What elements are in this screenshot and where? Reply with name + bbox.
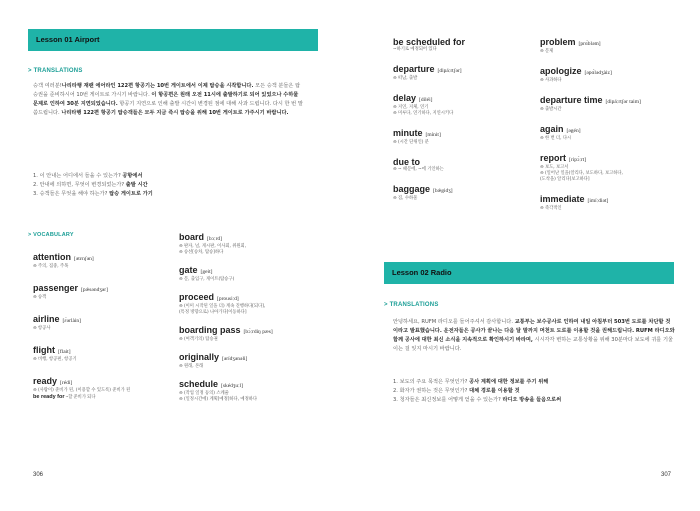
- vocab-pronunciation: [əgén]: [566, 128, 581, 134]
- vocab-entry: [540, 194, 690, 212]
- question-text: 3. 승객들은 무엇을 해야 하는가?: [33, 191, 110, 197]
- answer-text: 탑승 게이트로 가기: [109, 191, 153, 197]
- answer-text: 대체 경로를 이용할 것: [469, 388, 520, 394]
- vocab-pronunciation: [bɔːrd]: [207, 236, 222, 242]
- vocab-definition: ⊜ 출발시간: [540, 107, 562, 112]
- vocab-pronunciation: [prɑ́bləm]: [578, 41, 601, 47]
- vocab-entry: [393, 37, 533, 53]
- vocab-word: [179, 232, 324, 244]
- vocab-entry: [33, 376, 173, 400]
- vocab-word: [179, 292, 324, 304]
- vocab-word: [33, 376, 173, 388]
- vocab-term: passenger: [33, 283, 79, 293]
- vocab-definition: ⊜ 항공사: [33, 326, 51, 331]
- vocab-pronunciation: [ətɛnʃən]: [74, 256, 94, 262]
- vocab-column-left-1: [33, 252, 173, 413]
- vocab-word: [540, 153, 690, 165]
- question-item: [33, 190, 305, 199]
- vocab-pronunciation: [dipáːrtʃər taim]: [605, 99, 641, 105]
- answer-text: 공사 계획에 대한 정보를 주기 위해: [469, 379, 549, 385]
- vocab-word: [33, 345, 173, 357]
- vocab-term: attention: [33, 252, 71, 262]
- vocab-word: [179, 325, 324, 337]
- vocab-term: departure time: [540, 95, 603, 105]
- translation-paragraph-left: [33, 82, 305, 118]
- vocab-entry: [179, 379, 324, 403]
- translations-heading-right: > TRANSLATIONS: [384, 302, 439, 308]
- vocab-term: baggage: [393, 184, 431, 194]
- vocab-definition: (특정 방향으로) 나아가다[이동하다]: [179, 310, 247, 315]
- vocab-word: [393, 184, 533, 196]
- vocab-definition: ⊜ 짐, 수하물: [393, 196, 418, 201]
- vocab-word: [393, 157, 533, 167]
- paragraph-segment: 이 항공편은 원래 오전 11시에 출발하기로 되어 있었으나 수하물 문제로 인하여 30분 지연되었습니다.: [33, 92, 299, 107]
- vocab-word: [179, 265, 324, 277]
- vocab-definition: ⊜ 미루다, 연기하다, 지연시키다: [393, 111, 454, 116]
- vocab-word: [393, 93, 533, 105]
- paragraph-segment: 교통부는 보수공사로 인하여 내일 아침부터 503번 도로를 차단할 것이라고 발표했습니다. 운전자들은 공사가 끝나는 다음 달 말까지 머천트 도로를 이용할 것을 권해드립니다. RUFM 라디오와 함께 공사에 대한 최신 소식을 지속적으로 확인하시기 바라며,: [393, 319, 675, 343]
- vocab-pronunciation: [pǽsəndʒər]: [81, 287, 108, 293]
- vocab-definition: ⊜ 보도, 보고서: [540, 165, 569, 170]
- vocab-entry: [179, 352, 324, 370]
- vocab-word: [540, 124, 690, 136]
- vocab-pronunciation: [mínit]: [425, 132, 441, 138]
- vocab-entry: [179, 232, 324, 256]
- question-text: 2. 안내에 의하면, 무엇이 변경되었는가?: [33, 182, 126, 188]
- paragraph-segment: 시시각각 변하는 교통상황을 위해 30분마다 보도에 귀를 기울이는 걸 잊지 마시기 바랍니다.: [393, 337, 673, 352]
- vocab-term: minute: [393, 128, 423, 138]
- vocab-entry: [393, 128, 533, 146]
- vocab-pronunciation: [bǽgidʒ]: [433, 188, 453, 194]
- answer-text: 출발 시간: [125, 182, 148, 188]
- vocab-pronunciation: [bɔ́ːrdiŋ pæs]: [243, 329, 273, 335]
- vocab-term: again: [540, 124, 564, 134]
- vocab-entry: [393, 157, 533, 173]
- vocab-definition: ⊜ 비행, 항공편, 항공기: [33, 357, 77, 362]
- vocab-word: [393, 37, 533, 47]
- vocab-phrase-definition: ~할 준비가 되다: [64, 394, 96, 399]
- vocab-definition: ⊜ 승선[승차, 탑승]하다: [179, 250, 224, 255]
- vocab-term: due to: [393, 157, 420, 167]
- vocab-term: delay: [393, 93, 417, 103]
- vocab-word: [179, 379, 324, 391]
- vocab-term: immediate: [540, 194, 585, 204]
- vocab-definition: ⊜ (여객기의) 탑승권: [179, 337, 218, 342]
- paragraph-segment: 항공기 지연으로 인해 출발 시간이 변경된 점에 대해 사과 드립니다. 다시 한 번 말씀드립니다.: [33, 101, 303, 116]
- question-item: [393, 387, 675, 396]
- vocab-term: problem: [540, 37, 576, 47]
- vocab-word: [33, 283, 173, 295]
- vocab-entry: [540, 66, 690, 84]
- vocab-entry: [179, 265, 324, 283]
- vocab-word: [540, 95, 690, 107]
- vocab-definition: ⊜ 판자, 널, 게시판, 이사회, 위원회,: [179, 244, 247, 249]
- vocab-term: airline: [33, 314, 60, 324]
- vocab-word: [33, 252, 173, 264]
- vocab-term: report: [540, 153, 567, 163]
- vocab-pronunciation: [imíːdiət]: [587, 198, 609, 204]
- vocab-column-left-2: [179, 232, 324, 412]
- vocab-pronunciation: [ərídʒənəli]: [222, 356, 248, 362]
- vocabulary-heading: > VOCABULARY: [28, 232, 74, 238]
- vocab-entry: [393, 93, 533, 117]
- vocab-term: apologize: [540, 66, 582, 76]
- vocab-definition: ⊜ 문, 출입구, 게이트(탑승구): [179, 277, 235, 282]
- vocab-pronunciation: [geit]: [200, 269, 213, 275]
- vocab-definition: ⊜ 지연, 지체, 연기: [393, 105, 429, 110]
- answer-text: 공항에서: [122, 173, 143, 179]
- vocab-term: board: [179, 232, 205, 242]
- vocab-entry: [33, 345, 173, 363]
- vocab-entry: [33, 283, 173, 301]
- vocab-definition: ⊜ 떠남, 출발: [393, 76, 418, 81]
- vocab-pronunciation: [ɛ́ərlàin]: [62, 318, 82, 324]
- paragraph-segment: 나리타행 재팬 에어라인 122편 항공기는 10번 게이트에서 이제 탑승을 시작합니다.: [61, 83, 254, 89]
- vocab-definition: ⊜ 주의, 집중, 주목: [33, 264, 69, 269]
- vocab-definition: ⊜ ~ 때문에, ~에 기인하는: [393, 167, 444, 172]
- vocab-pronunciation: [dipáːrtʃər]: [437, 68, 462, 74]
- vocab-term: originally: [179, 352, 220, 362]
- vocab-definition: ⊜ (이미 시작된 일을 더) 계속 진행하다[되다],: [179, 304, 266, 309]
- vocab-entry: [393, 64, 533, 82]
- paragraph-segment: 안녕하세요, RUFM 라디오를 들어주셔서 감사합니다.: [393, 319, 513, 325]
- paragraph-segment: 나리타행 122편 항공기 탑승객들은 모두 지금 즉시 탑승을 위해 10번 게이트로 가주시기 바랍니다.: [61, 110, 289, 116]
- vocab-term: gate: [179, 265, 198, 275]
- vocab-column-right-1: [393, 37, 533, 213]
- question-list-left: [33, 172, 305, 199]
- question-text: 3. 청자들은 최신정보를 어떻게 얻을 수 있는가?: [393, 397, 503, 403]
- vocab-definition: ⊜ 원래, 본래: [179, 364, 204, 369]
- question-item: [393, 378, 675, 387]
- question-text: 1. 보도의 주요 목적은 무엇인가?: [393, 379, 470, 385]
- vocab-definition: (도착을) 알리다[보고하다]: [540, 177, 590, 182]
- paragraph-segment: 모든 승객 분들은 탑승권을 준비하시어 10번 게이트로 가시기 바랍니다.: [33, 83, 301, 98]
- paragraph-segment: 승객 여러분!: [33, 83, 62, 89]
- lesson-banner-left: Lesson 01 Airport: [28, 29, 318, 51]
- vocab-word: [393, 128, 533, 140]
- vocab-term: schedule: [179, 379, 219, 389]
- question-text: 2. 화자가 권하는 것은 무엇인가?: [393, 388, 470, 394]
- vocab-word: [179, 352, 324, 364]
- translations-heading-left: > TRANSLATIONS: [28, 68, 83, 74]
- vocab-term: flight: [33, 345, 55, 355]
- vocab-entry: [540, 153, 690, 183]
- answer-text: 라디오 방송을 들음으로써: [502, 397, 562, 403]
- question-item: [393, 396, 675, 405]
- translation-paragraph-right: [393, 318, 675, 354]
- vocab-entry: [33, 314, 173, 332]
- vocab-word: [393, 64, 533, 76]
- vocab-entry: [393, 184, 533, 202]
- vocab-pronunciation: [skédʒuːl]: [221, 383, 244, 389]
- vocab-pronunciation: [flait]: [58, 349, 71, 355]
- vocab-entry: [179, 325, 324, 343]
- vocab-definition: ⊜ (일정시간에) 계획[예정]하다, 예정하다: [179, 397, 258, 402]
- vocab-entry: [540, 124, 690, 142]
- page-number-right: 307: [661, 472, 672, 478]
- vocab-pronunciation: [əpɑ́lədʒàiz]: [584, 70, 612, 76]
- vocab-word: [540, 194, 690, 206]
- vocab-entry: [540, 37, 690, 55]
- vocab-entry: [179, 292, 324, 316]
- vocab-column-right-2: [540, 37, 690, 223]
- vocab-term: boarding pass: [179, 325, 241, 335]
- vocab-word: [540, 37, 690, 49]
- vocab-term: proceed: [179, 292, 215, 302]
- vocab-word: [33, 314, 173, 326]
- vocab-definition: ⊜ (시간 단위인) 분: [393, 140, 429, 145]
- vocab-definition: ⊜ 사과하다: [540, 78, 562, 83]
- vocab-pronunciation: [rédi]: [60, 380, 73, 386]
- vocab-word: [540, 66, 690, 78]
- vocab-term: ready: [33, 376, 58, 386]
- vocab-phrase-term: be ready for: [33, 394, 65, 400]
- vocab-definition: ⊜ 문제: [540, 49, 554, 54]
- vocab-definition: ⊜ 즉각적인: [540, 206, 562, 211]
- vocab-entry: [33, 252, 173, 270]
- question-item: [33, 172, 305, 181]
- vocab-term: be scheduled for: [393, 37, 466, 47]
- vocab-definition: ~하기로 예정되어 있다: [393, 47, 437, 52]
- lesson-banner-right: Lesson 02 Radio: [384, 262, 674, 284]
- question-list-right: [393, 378, 675, 405]
- vocab-pronunciation: [diléi]: [419, 97, 433, 103]
- question-item: [33, 181, 305, 190]
- page-number-left: 306: [33, 472, 44, 478]
- vocab-definition: ⊜ 한 번 더, 다시: [540, 136, 572, 141]
- question-text: 1. 이 안내는 어디에서 들을 수 있는가?: [33, 173, 123, 179]
- vocab-definition: ⊜ 승객: [33, 295, 47, 300]
- vocab-definition: ⊜ (사람이) 준비가 된, (이용할 수 있도록) 준비가 된: [33, 388, 131, 393]
- vocab-definition: ⊜ (작업 일정 등의) 스케줄: [179, 391, 229, 396]
- vocab-term: departure: [393, 64, 435, 74]
- vocab-pronunciation: [prousiːd]: [217, 296, 239, 302]
- vocab-entry: [540, 95, 690, 113]
- vocab-pronunciation: [ripɔ́ːrt]: [569, 157, 587, 163]
- vocab-phrase: [33, 394, 173, 400]
- vocab-definition: ⊜ (일어난 일을)알리다, 보도하다, 보고하다,: [540, 171, 623, 176]
